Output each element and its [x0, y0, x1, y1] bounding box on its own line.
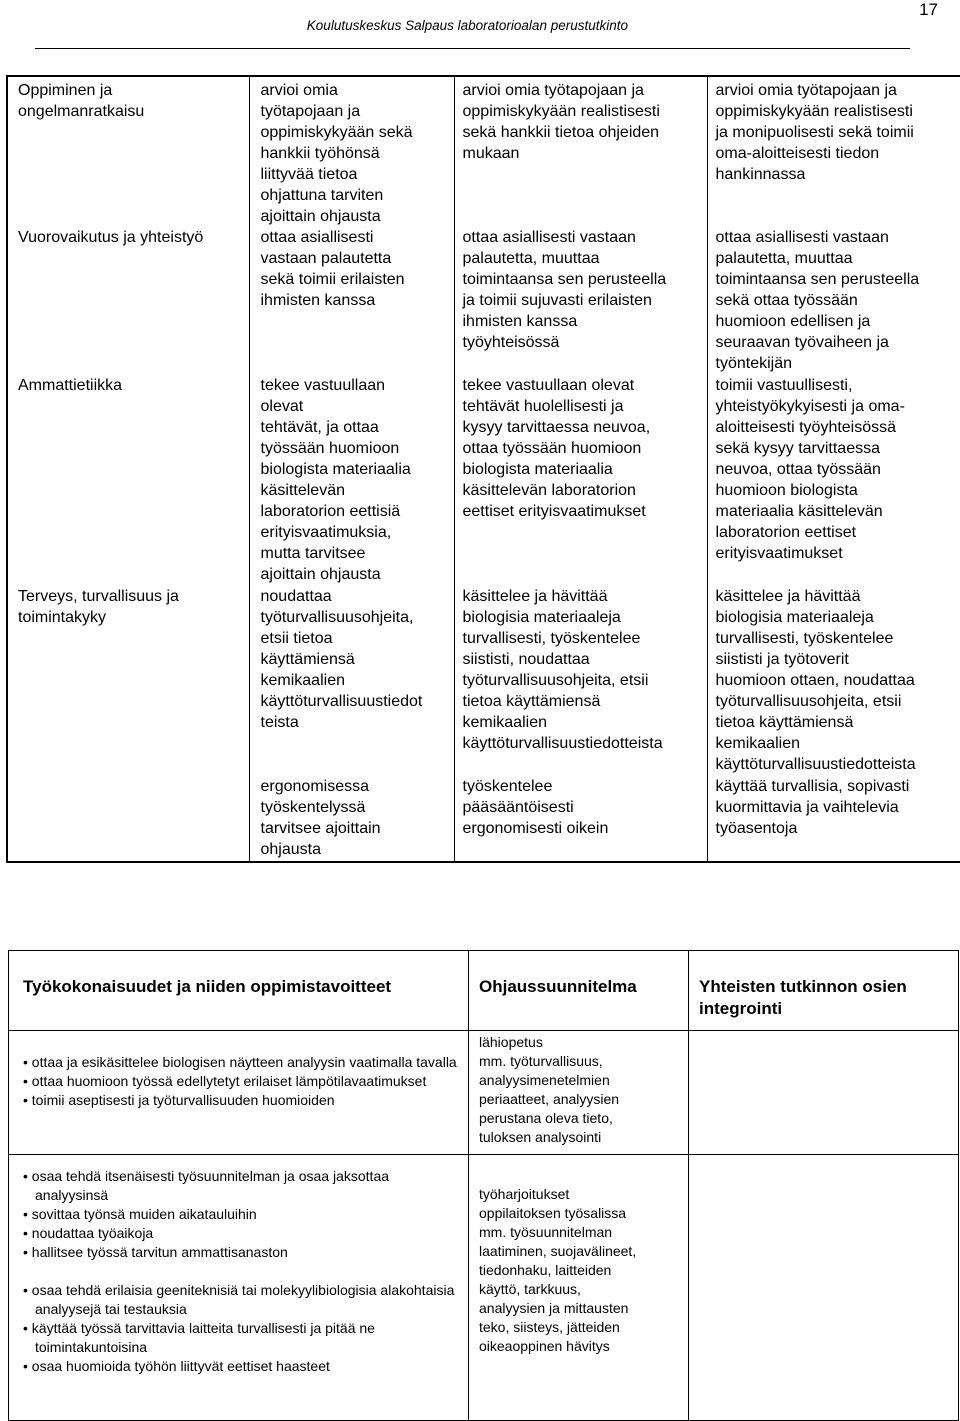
text-line: sekä toimii erilaisten [260, 271, 405, 288]
bullet-item: • ottaa huomioon työssä edellytetyt erilaiset lämpötilavaatimukset [23, 1073, 427, 1089]
area-cell [7, 375, 249, 586]
text-line: ajoittain ohjausta [260, 208, 381, 225]
guidance-cell [469, 1155, 689, 1421]
text-line: käyttöturvallisuustiedotteista [715, 756, 916, 773]
table-header-row [9, 951, 959, 1031]
level-satisfactory-cell [249, 776, 454, 862]
text-line: käsittelee ja hävittää [715, 588, 861, 605]
text-line: aloitteisesti työyhteisössä [715, 419, 897, 436]
text-line: ihmisten kanssa [462, 313, 578, 330]
text-line: perustana oleva tieto, [479, 1110, 613, 1126]
column-header: Yhteisten tutkinnon osien integrointi [689, 951, 959, 1031]
table-row [7, 76, 960, 227]
text-line: siististi, noudattaa [462, 651, 590, 668]
level-satisfactory-cell [249, 375, 454, 586]
level-satisfactory-cell [249, 227, 454, 375]
table-row [7, 227, 960, 375]
text-line: laatiminen, suojavälineet, [479, 1243, 637, 1259]
text-line: oppilaitoksen työsalissa [479, 1205, 627, 1221]
text-line: liittyvää tietoa [260, 166, 358, 183]
text-line: erityisvaatimuksia, [260, 524, 392, 541]
bullet-item: • noudattaa työaikoja [23, 1225, 154, 1241]
text-line: oppimiskykyään sekä [260, 124, 413, 141]
level-excellent-cell [707, 776, 960, 862]
column-header: Työkokonaisuudet ja niiden oppimistavoitteet [9, 951, 469, 1031]
text-line: kuormittavia ja vaihtelevia [715, 799, 899, 816]
table-row [7, 776, 960, 862]
text-line: ergonomisesti oikein [462, 820, 609, 837]
text-line: tekee vastuullaan olevat [462, 377, 635, 394]
bullet-item: • käyttää työssä tarvittavia laitteita turvallisesti ja pitää ne toimintakuntoisina [23, 1320, 375, 1355]
bullet-item: • sovittaa työnsä muiden aikatauluihin [23, 1206, 257, 1222]
area-cell [7, 76, 249, 227]
text-line: kemikaalien [462, 714, 547, 731]
integration-cell [689, 1031, 959, 1155]
text-line: työturvallisuusohjeita, etsii [462, 672, 649, 689]
text-line: työasentoja [715, 820, 798, 837]
bullet-item: • osaa tehdä erilaisia geeniteknisiä tai molekyylibiologisia alakohtaisia analyysejä tai testauksia [23, 1282, 455, 1317]
text-line: ja monipuolisesti sekä toimii [715, 124, 914, 141]
text-line: toimii vastuullisesti, [715, 377, 853, 394]
text-line: toimintaansa sen perusteella [715, 271, 920, 288]
text-line: ja toimii sujuvasti erilaisten [462, 292, 652, 309]
text-line: tekee vastuullaan [260, 377, 386, 394]
text-line: oma-aloitteisesti tiedon [715, 145, 880, 162]
text-line: käyttö, tarkkuus, [479, 1281, 581, 1297]
area-cell [7, 227, 249, 375]
text-line: ergonomisessa [260, 778, 369, 795]
text-line: huomioon ottaen, noudattaa [715, 672, 915, 689]
bullet-list [23, 1053, 460, 1110]
text-line: olevat [260, 398, 304, 415]
level-satisfactory-cell [249, 76, 454, 227]
text-line: käsittelevän laboratorion [462, 482, 636, 499]
text-line: käyttää turvallisia, sopivasti [715, 778, 910, 795]
level-good-cell [454, 586, 707, 776]
text-line: seuraavan työvaiheen ja [715, 334, 889, 351]
text-line: noudattaa [260, 588, 332, 605]
table-row [7, 586, 960, 776]
learning-goals-cell [9, 1031, 469, 1155]
text-line: työtapojaan ja [260, 103, 361, 120]
text-line: oikeaoppinen hävitys [479, 1338, 610, 1354]
text-line: siististi ja työtoverit [715, 651, 849, 668]
text-line: käsittelevän [260, 482, 345, 499]
text-line: kysyy tarvittaessa neuvoa, [462, 419, 651, 436]
text-line: laboratorion eettiset [715, 524, 857, 541]
text-line: tietoa käyttämiensä [462, 693, 601, 710]
text-line: Vuorovaikutus ja yhteistyö [18, 229, 204, 246]
text-line: tuloksen analysointi [479, 1129, 602, 1145]
text-line: ongelmanratkaisu [18, 103, 145, 120]
text-line: tehtävät, ja ottaa [260, 419, 379, 436]
text-line: etsii tietoa [260, 630, 333, 647]
level-excellent-cell [707, 375, 960, 586]
text-line: biologista materiaalia [260, 461, 411, 478]
text-line: erityisvaatimukset [715, 545, 843, 562]
text-line: työskentelyssä [260, 799, 366, 816]
table-row [7, 375, 960, 586]
text-line: kemikaalien [260, 672, 345, 689]
text-line: työharjoitukset [479, 1186, 570, 1202]
text-line: työskentelee [462, 778, 553, 795]
bullet-item: • hallitsee työssä tarvitun ammattisanaston [23, 1244, 288, 1260]
text-line: ottaa asiallisesti [260, 229, 374, 246]
bullet-item: • osaa huomioida työhön liittyvät eettiset haasteet [23, 1358, 330, 1374]
text-line: Ammattietiikka [18, 377, 123, 394]
bullet-item: • ottaa ja esikäsittelee biologisen näytteen analyysin vaatimalla tavalla [23, 1054, 457, 1070]
page-number: 17 [919, 0, 938, 19]
text-line: työssään huomioon [260, 440, 400, 457]
text-line: palautetta, muuttaa [715, 250, 853, 267]
bullet-list [23, 1167, 460, 1262]
text-line: huomioon biologista [715, 482, 858, 499]
text-line: käyttöturvallisuustiedotteista [462, 735, 663, 752]
column-header: Ohjaussuunnitelma [469, 951, 689, 1031]
text-line: huomioon edellisen ja [715, 313, 871, 330]
text-line: mukaan [462, 145, 520, 162]
text-line: materiaalia käsittelevän [715, 503, 883, 520]
text-line: työturvallisuusohjeita, etsii [715, 693, 902, 710]
text-line: neuvoa, ottaa työssään [715, 461, 881, 478]
area-cell [7, 776, 249, 862]
level-good-cell [454, 227, 707, 375]
text-line: mm. työturvallisuus, [479, 1053, 603, 1069]
text-line: ottaa asiallisesti vastaan [462, 229, 636, 246]
text-line: biologisia materiaaleja [462, 609, 621, 626]
text-line: hankinnassa [715, 166, 806, 183]
text-line: tietoa käyttämiensä [715, 714, 854, 731]
text-line: mm. työsuunnitelman [479, 1224, 613, 1240]
text-line: periaatteet, analyysien [479, 1091, 620, 1107]
text-line: kemikaalien [715, 735, 800, 752]
text-line: hankkii työhönsä [260, 145, 380, 162]
text-line: tarvitsee ajoittain [260, 820, 381, 837]
text-line: Oppiminen ja [18, 82, 113, 99]
level-good-cell [454, 776, 707, 862]
text-line: käyttöturvallisuustiedot [260, 693, 423, 710]
text-line: ottaa asiallisesti vastaan [715, 229, 889, 246]
text-line: tehtävät huolellisesti ja [462, 398, 624, 415]
text-line: mutta tarvitsee [260, 545, 366, 562]
text-line: turvallisesti, työskentelee [462, 630, 641, 647]
bullet-item: • osaa tehdä itsenäisesti työsuunnitelman ja osaa jaksottaa analyysinsä [23, 1168, 390, 1203]
text-line: arvioi omia työtapojaan ja [462, 82, 644, 99]
level-good-cell [454, 375, 707, 586]
text-line: yhteistyökykyisesti ja oma- [715, 398, 905, 415]
level-excellent-cell [707, 227, 960, 375]
text-line: lähiopetus [479, 1034, 543, 1050]
area-cell [7, 586, 249, 776]
text-line: biologisia materiaaleja [715, 609, 874, 626]
text-line: analyysien ja mittausten [479, 1300, 629, 1316]
spacer [23, 1262, 460, 1281]
text-line: käsittelee ja hävittää [462, 588, 608, 605]
text-line: ajoittain ohjausta [260, 566, 381, 583]
competence-criteria-table [6, 75, 960, 863]
text-line: vastaan palautetta [260, 250, 392, 267]
text-line: ohjattuna tarviten [260, 187, 384, 204]
text-line: biologista materiaalia [462, 461, 613, 478]
document-header: Koulutuskeskus Salpaus laboratorioalan perustutkinto [306, 18, 628, 33]
table-row [9, 1155, 959, 1421]
learning-goals-cell [9, 1155, 469, 1421]
text-line: sekä hankkii tietoa ohjeiden [462, 124, 660, 141]
text-line: sekä ottaa työssään [715, 292, 858, 309]
text-line: analyysimenetelmien [479, 1072, 610, 1088]
text-line: työntekijän [715, 355, 792, 372]
text-line: laboratorion eettisiä [260, 503, 401, 520]
integration-cell [689, 1155, 959, 1421]
text-line: toimintaansa sen perusteella [462, 271, 667, 288]
bullet-list [23, 1281, 460, 1376]
text-line: eettiset erityisvaatimukset [462, 503, 646, 520]
text-line: ottaa työssään huomioon [462, 440, 642, 457]
text-line: työturvallisuusohjeita, [260, 609, 414, 626]
level-good-cell [454, 76, 707, 227]
header-rule [35, 48, 910, 49]
text-line: teko, siisteys, jätteiden [479, 1319, 620, 1335]
text-line: arvioi omia [260, 82, 338, 99]
text-line: oppimiskykyään realistisesti [715, 103, 913, 120]
text-line: käyttämiensä [260, 651, 355, 668]
bullet-item: • toimii aseptisesti ja työturvallisuuden huomioiden [23, 1092, 335, 1108]
text-line: teista [260, 714, 299, 731]
text-line: ohjausta [260, 841, 321, 858]
text-line: ihmisten kanssa [260, 292, 376, 309]
text-line: sekä kysyy tarvittaessa [715, 440, 880, 457]
text-line: arvioi omia työtapojaan ja [715, 82, 897, 99]
text-line: turvallisesti, työskentelee [715, 630, 894, 647]
table-row [9, 1031, 959, 1155]
level-excellent-cell [707, 586, 960, 776]
text-line: tiedonhaku, laitteiden [479, 1262, 612, 1278]
level-excellent-cell [707, 76, 960, 227]
text-line: työyhteisössä [462, 334, 560, 351]
text-line: Terveys, turvallisuus ja [18, 588, 179, 605]
guidance-cell [469, 1031, 689, 1155]
text-line: pääsääntöisesti [462, 799, 574, 816]
level-satisfactory-cell [249, 586, 454, 776]
text-line: toimintakyky [18, 609, 107, 626]
work-units-table [8, 950, 959, 1421]
text-line: palautetta, muuttaa [462, 250, 600, 267]
text-line: oppimiskykyään realistisesti [462, 103, 660, 120]
